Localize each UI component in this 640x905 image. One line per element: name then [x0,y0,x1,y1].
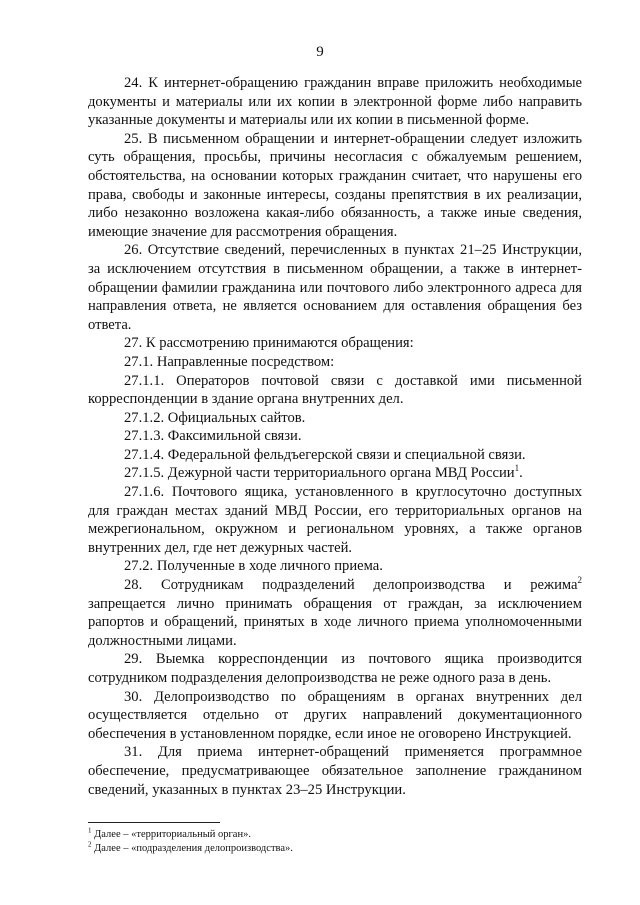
page-number: 9 [316,44,324,60]
footnotes [88,828,582,856]
footnote-mark-1: 1 [88,826,92,835]
footnote-ref-2[interactable]: 2 [577,575,582,586]
paragraph-27-1: 27.1. Направленные посредством: [124,353,335,370]
paragraph-27-1-1: 27.1.1. Операторов почтовой связи с доставкой ими письменной корреспонденции в здание органа внутренних дел. [88,372,582,408]
paragraph-25: 25. В письменном обращении и интернет-обращении следует изложить суть обращения, просьбы, причины несогласия с обжалуемым решением, обстоятельства, на основании которых гражданин считает, что нарушены его права, свободы и законные интересы, созданы препятствия в их реализации, либо незаконно возложена какая-либо обязанность, а также иные сведения, имеющие значение для рассмотрения обращения. [88,130,582,240]
paragraph-30: 30. Делопроизводство по обращениям в органах внутренних дел осуществляется отдельно от других направлений документационного обеспечения в установленном порядке, если иное не оговорено Инструкцией. [88,688,582,742]
paragraph-31: 31. Для приема интернет-обращений применяется программное обеспечение, предусматривающее обязательное заполнение гражданином сведений, указанных в пунктах 23–25 Инструкции. [88,744,582,798]
paragraph-27-1-5: 27.1.5. Дежурной части территориального органа МВД России$^1$. [124,463,523,482]
paragraph-27-1-6: 27.1.6. Почтового ящика, установленного в круглосуточно доступных для граждан местах зданий МВД России, его территориальных органов на межрегиональном, окружном и региональном уровнях, а также органов внутренних дел, где нет дежурных частей. [88,484,582,556]
paragraph-24: 24. К интернет-обращению гражданин вправе приложить необходимые документы и материалы или их копии в электронной форме либо направить указанные документы и материалы или их копии в письменной форме. [88,75,582,129]
paragraph-27-1-4: 27.1.4. Федеральной фельдъегерской связи и специальной связи. [124,446,526,463]
paragraph-26: 26. Отсутствие сведений, перечисленных в пунктах 21–25 Инструкции, за исключением отсутствия в письменном обращении, а также в интернет-обращении фамилии гражданина или почтового либо электронного адреса для направления ответа, не является основанием для оставления обращения без ответа. [88,242,582,333]
paragraph-27: 27. К рассмотрению принимаются обращения: [124,335,414,352]
footnote-mark-2: 2 [88,840,92,849]
footnote-1: $^1$ Далее – «территориальный орган». [88,826,251,840]
document-body [88,74,582,799]
paragraph-27-1-2: 27.1.2. Официальных сайтов. [124,409,306,426]
paragraph-28: 28. Сотрудникам подразделений делопроизводства и режима$^2$ запрещается лично принимать обращения от граждан, за исключением рапортов и обращений, принятых в ходе личного приема уполномоченными должностными лицами. [88,575,582,649]
paragraph-27-2: 27.2. Полученные в ходе личного приема. [124,558,383,575]
footnote-2: $^2$ Далее – «подразделения делопроизводства». [88,840,293,854]
paragraph-27-1-3: 27.1.3. Факсимильной связи. [124,428,302,445]
footnote-divider [88,822,220,823]
paragraph-29: 29. Выемка корреспонденции из почтового ящика производится сотрудником подразделения делопроизводства не реже одного раза в день. [88,651,582,686]
footnote-ref-1[interactable]: 1 [514,463,520,474]
